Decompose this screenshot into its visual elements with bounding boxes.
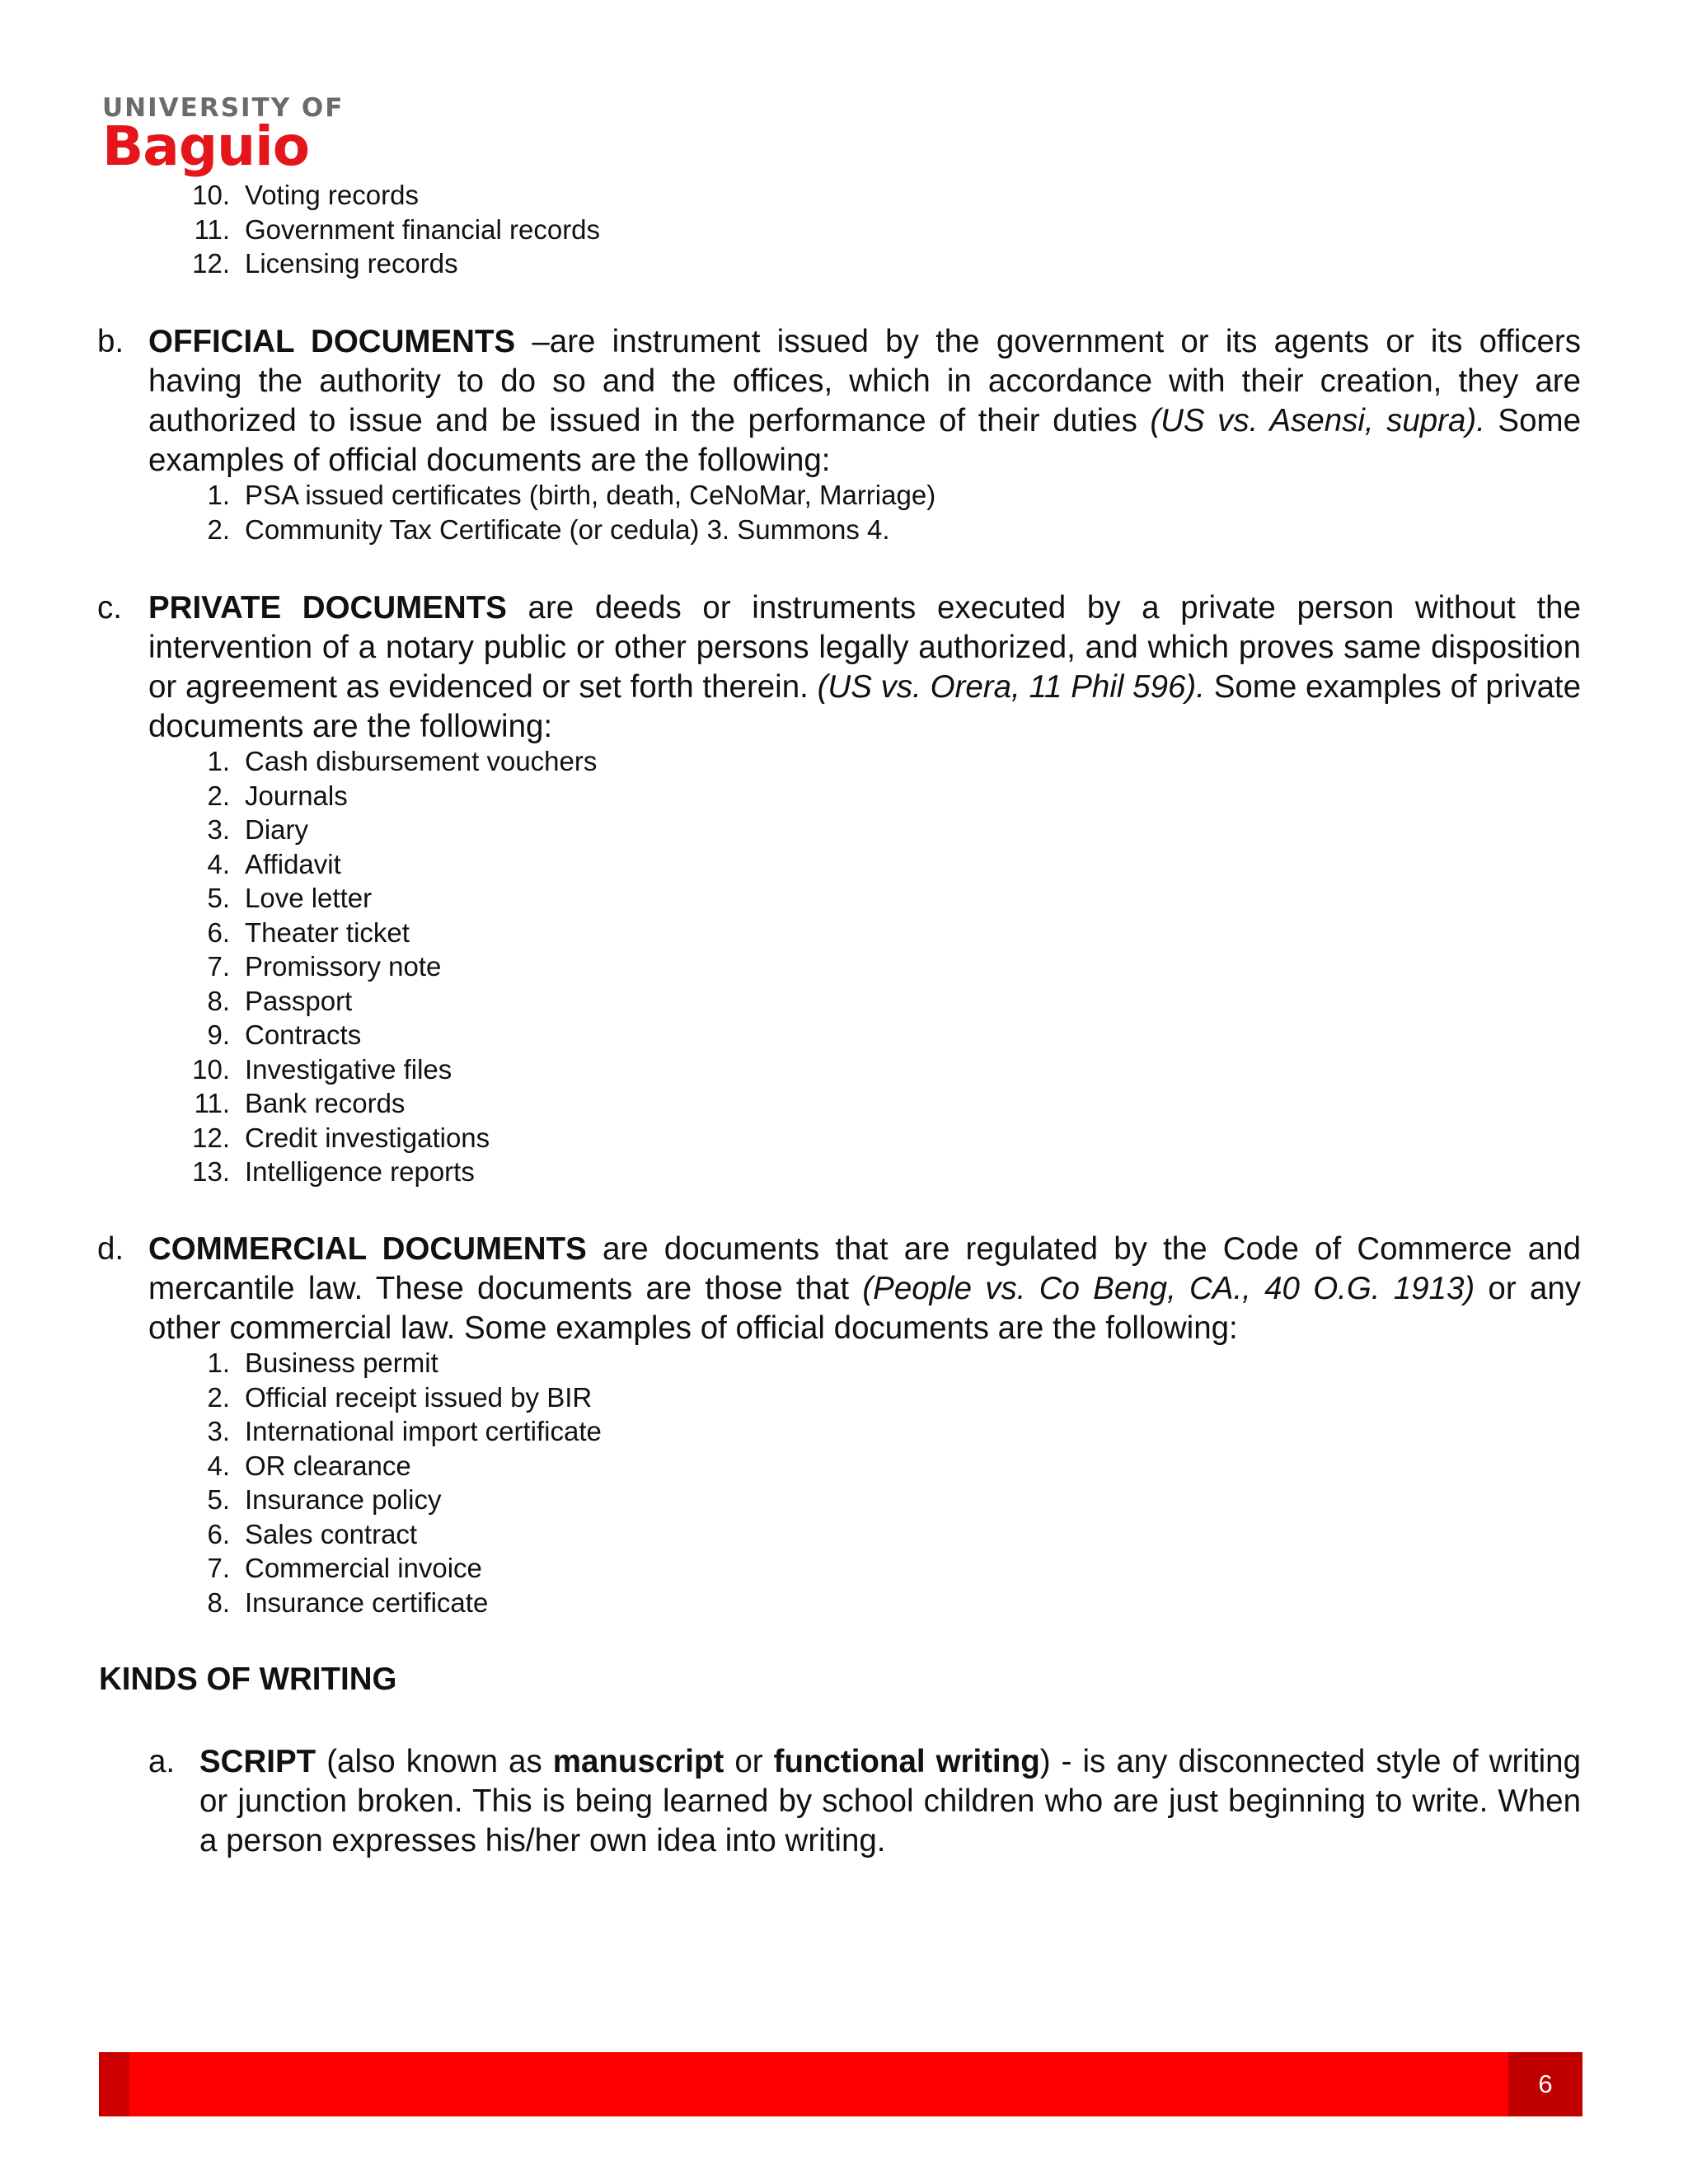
- list-item: 6. Theater ticket: [207, 916, 410, 948]
- list-item: 12. Licensing records: [192, 248, 458, 279]
- list-item: 5. Love letter: [207, 883, 373, 913]
- page-number: 6: [1508, 2052, 1582, 2116]
- list-item: 1. Cash disbursement vouchers: [207, 746, 598, 776]
- list-item: 5. Insurance policy: [207, 1484, 442, 1515]
- logo-baguio: Baguio: [102, 115, 310, 178]
- list-item: 12. Credit investigations: [192, 1122, 490, 1153]
- commercial-documents-section: [97, 1230, 1581, 1348]
- section-paragraph: PRIVATE DOCUMENTS are deeds or instruments executed by a private person without the intervention of a notary public or other persons legally authorized, and which proves same disposition or agreement as evidenced or set forth therein. (US vs. Orera, 11 Phil 596). Some examples of private documents are the following:: [148, 590, 1581, 744]
- list-item: 2. Official receipt issued by BIR: [207, 1381, 593, 1413]
- kinds-of-writing-heading: KINDS OF WRITING: [99, 1661, 397, 1697]
- list-item: 13. Intelligence reports: [192, 1156, 475, 1187]
- list-item: 10. Investigative files: [192, 1053, 452, 1085]
- list-item: 4. Affidavit: [207, 848, 341, 879]
- list-item: 11. Bank records: [194, 1088, 406, 1118]
- script-section: [148, 1742, 1581, 1861]
- list-item: 8. Insurance certificate: [207, 1586, 489, 1618]
- list-item: 6. Sales contract: [207, 1518, 418, 1549]
- list-item: 7. Promissory note: [207, 951, 442, 982]
- term-functional-writing: functional writing: [773, 1744, 1040, 1779]
- term-manuscript: manuscript: [552, 1744, 724, 1779]
- section-paragraph: SCRIPT (also known as manuscript or functional writing) - is any disconnected style of writing or junction broken. This is being learned by school children who are just beginning to write. When a person expresses his/her own idea into writing.: [199, 1744, 1581, 1858]
- list-item: 3. Diary: [207, 814, 309, 845]
- list-item: 4. OR clearance: [207, 1450, 411, 1481]
- list-item: 2. Journals: [207, 780, 348, 811]
- section-term: OFFICIAL DOCUMENTS: [148, 324, 516, 359]
- private-examples-list: [192, 744, 598, 1189]
- citation: (People vs. Co Beng, CA., 40 O.G. 1913): [862, 1271, 1475, 1306]
- continued-list: [192, 178, 601, 281]
- section-paragraph: OFFICIAL DOCUMENTS –are instrument issued by the government or its agents or its officers having the authority to do so and the offices, which in accordance with their creation, they are authorized to issue and be issued in the performance of their duties (US vs. Asensi, supra). Some examples of official documents are the following:: [148, 324, 1582, 478]
- section-letter: b.: [97, 324, 124, 359]
- list-item: 1. Business permit: [207, 1347, 438, 1378]
- section-letter: a.: [148, 1744, 176, 1779]
- list-item: 9. Contracts: [207, 1019, 362, 1050]
- citation: (US vs. Orera, 11 Phil 596).: [817, 669, 1205, 705]
- list-item: 3. International import certificate: [207, 1416, 602, 1446]
- private-documents-section: [97, 588, 1581, 747]
- section-letter: c.: [97, 590, 122, 626]
- list-item: 10. Voting records: [192, 180, 419, 210]
- section-paragraph: COMMERCIAL DOCUMENTS are documents that are regulated by the Code of Commerce and mercantile law. These documents are those that (People vs. Co Beng, CA., 40 O.G. 1913) or any other commercial law. Some examples of official documents are the following:: [148, 1231, 1581, 1346]
- section-term: PRIVATE DOCUMENTS: [148, 590, 507, 626]
- commercial-examples-list: [196, 1346, 602, 1619]
- official-documents-section: [97, 322, 1581, 480]
- logo-university-of: UNIVERSITY OF: [102, 93, 345, 123]
- list-item: 7. Commercial invoice: [207, 1553, 482, 1583]
- official-examples-list: [196, 478, 935, 546]
- list-item: 2. Community Tax Certificate (or cedula) 3. Summons 4.: [207, 513, 890, 545]
- section-term: COMMERCIAL DOCUMENTS: [148, 1231, 587, 1267]
- footer-bar: [99, 2052, 1582, 2116]
- citation: (US vs. Asensi, supra).: [1150, 403, 1485, 438]
- list-item: 11. Government financial records: [194, 213, 601, 245]
- section-letter: d.: [97, 1231, 124, 1267]
- section-term: SCRIPT: [199, 1744, 316, 1779]
- list-item: 1. PSA issued certificates (birth, death, CeNoMar, Marriage): [207, 480, 936, 510]
- university-logo: [102, 93, 349, 178]
- footer-accent-strip: [99, 2052, 129, 2116]
- list-item: 8. Passport: [207, 985, 353, 1016]
